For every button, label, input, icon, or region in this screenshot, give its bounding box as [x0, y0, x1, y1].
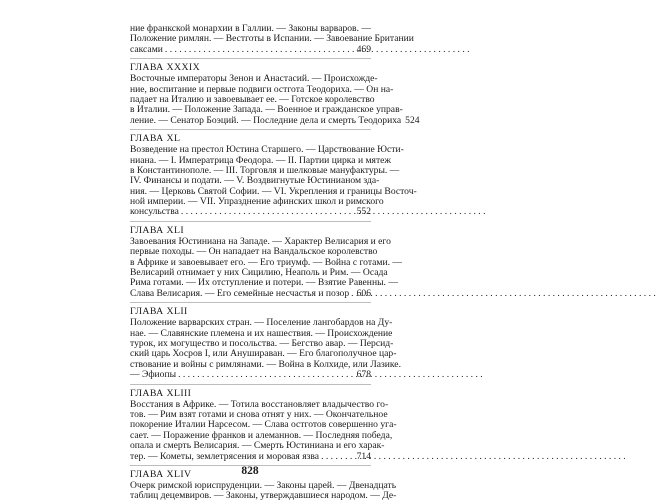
summary-line: падает на Италию и завоевывает ее. — Готское королевство: [130, 93, 375, 105]
summary-line: таблиц децемвиров. — Законы, утверждавшиеся народом. — Де-: [130, 490, 397, 502]
chapter-entry: [130, 129, 417, 218]
summary-line: Очерк римской юриспруденции. — Законы царей. — Двенадцать: [130, 479, 397, 491]
chapter-heading: ГЛАВА XLII: [130, 306, 188, 318]
dot-leader: [321, 452, 355, 462]
chapter-heading: ГЛАВА XLIV: [130, 468, 192, 480]
chapter-entry: [130, 221, 403, 299]
summary-line: ние, воспитание и первые подвиги остгота Теодориха. — Он на-: [130, 83, 394, 95]
summary-line: Велисарий отнимает у них Сицилию, Неаполь и Рим. — Осада: [130, 267, 388, 279]
summary-line: опала и смерть Велисария. — Смерть Юстиниана и его харак-: [130, 440, 385, 452]
summary-line: [130, 452, 371, 462]
summary-line: Рима готами. — Их отступление и потери. — Взятие Равенны. —: [130, 277, 398, 289]
dot-leader: [178, 370, 355, 380]
chapter-page: 469: [356, 43, 371, 55]
summary-line: в Италии. — Положение Запада. — Военное и гражданское управ-: [130, 104, 403, 116]
chapter-page: 606: [356, 287, 371, 299]
summary-line: ствование и войны с римлянами. — Война в Колхиде, или Лазике.: [130, 358, 401, 370]
entry-divider: [130, 384, 371, 385]
chapter-heading: ГЛАВА XXXIX: [130, 62, 201, 74]
summary-line: [130, 370, 371, 380]
summary-line: ние франкской монархии в Галлии. — Законы варваров. —: [130, 23, 371, 34]
dot-leader: [351, 289, 354, 299]
chapter-heading: ГЛАВА XLIII: [130, 387, 192, 399]
summary-line: нае. — Славянские племена и их нашествия. — Происхождение: [130, 327, 393, 339]
summary-line: ния. — Церковь Святой Софии. — VI. Укрепления и границы Восточ-: [130, 185, 417, 197]
summary-line: [130, 289, 371, 299]
summary-line: [130, 207, 371, 217]
summary-line: ский царь Хосров I, или Анушираван. — Его благополучное цар-: [130, 348, 397, 360]
chapter-heading: ГЛАВА XL: [130, 133, 181, 145]
chapter-page: 678: [356, 369, 371, 381]
summary-text: Слава Велисария. — Его семейные несчастья и позор: [130, 287, 350, 299]
entry-divider: [130, 221, 371, 222]
summary-line: Восстания в Африке. — Тотила восстановляет владычество го-: [130, 398, 389, 410]
chapter-page: 714: [356, 450, 371, 462]
summary-line: Возведение на престол Юстина Старшего. — Царствование Юсти-: [130, 144, 404, 156]
summary-line: турок, их могущество и посольства. — Бегство авар. — Персид-: [130, 337, 394, 349]
summary-text: ление. — Сенатор Боэций. — Последние дела и смерть Теодориха: [130, 114, 402, 126]
chapter-heading: ГЛАВА XLI: [130, 224, 185, 236]
chapter-page: 552: [356, 206, 371, 218]
dot-leader: [165, 45, 355, 55]
summary-line: покорение Италии Нарсесом. — Слава остготов совершенно уга-: [130, 419, 397, 431]
page-number: 828: [241, 465, 259, 477]
chapter-entry: [130, 58, 420, 126]
summary-line: первые походы. — Он нападает на Вандальское королевство: [130, 246, 378, 258]
chapter-entry: [130, 23, 414, 55]
summary-text: саксами: [130, 43, 163, 55]
summary-line: в Константинополе. — III. Торговля и шелковые мануфактуры. —: [130, 164, 400, 176]
entry-divider: [130, 129, 371, 130]
summary-line: Положение варварских стран. — Поселение лангобардов на Ду-: [130, 317, 393, 329]
summary-line: ниана. — I. Императрица Феодора. — II. Партии цирка и мятеж: [130, 154, 392, 166]
summary-line: [130, 114, 420, 126]
summary-line: IV. Финансы и подати. — V. Воздвигнутые Юстинианом зда-: [130, 175, 380, 187]
summary-line: тов. — Рим взят готами и снова отнят у них. — Окончательное: [130, 408, 388, 420]
summary-line: сает. — Поражение франков и алеманнов. — Последняя победа,: [130, 429, 393, 441]
summary-line: Восточные императоры Зенон и Анастасий. — Происхожде-: [130, 73, 378, 85]
summary-text: — Эфиопы: [130, 369, 177, 381]
chapter-entry: [130, 384, 397, 462]
summary-text: тер. — Кометы, землетрясения и моровая язва: [130, 450, 320, 462]
chapter-entry: [130, 302, 401, 381]
summary-line: ной империи. — VII. Упразднение афинских школ и римского: [130, 196, 384, 208]
summary-line: Завоевания Юстиниана на Западе. — Характер Велисария и его: [130, 235, 391, 247]
dot-leader: [181, 207, 355, 217]
summary-line: в Африке и завоевывает его. — Его триумф. — Война с готами. —: [130, 256, 403, 268]
summary-line: Положение римлян. — Вестготы в Испании. — Завоевание Британии: [130, 33, 414, 45]
table-of-contents: [130, 23, 420, 502]
summary-line: [130, 45, 371, 55]
chapter-page: 524: [405, 114, 420, 126]
entry-divider: [130, 302, 371, 303]
entry-divider: [130, 58, 371, 59]
summary-text: консульства: [130, 206, 179, 218]
